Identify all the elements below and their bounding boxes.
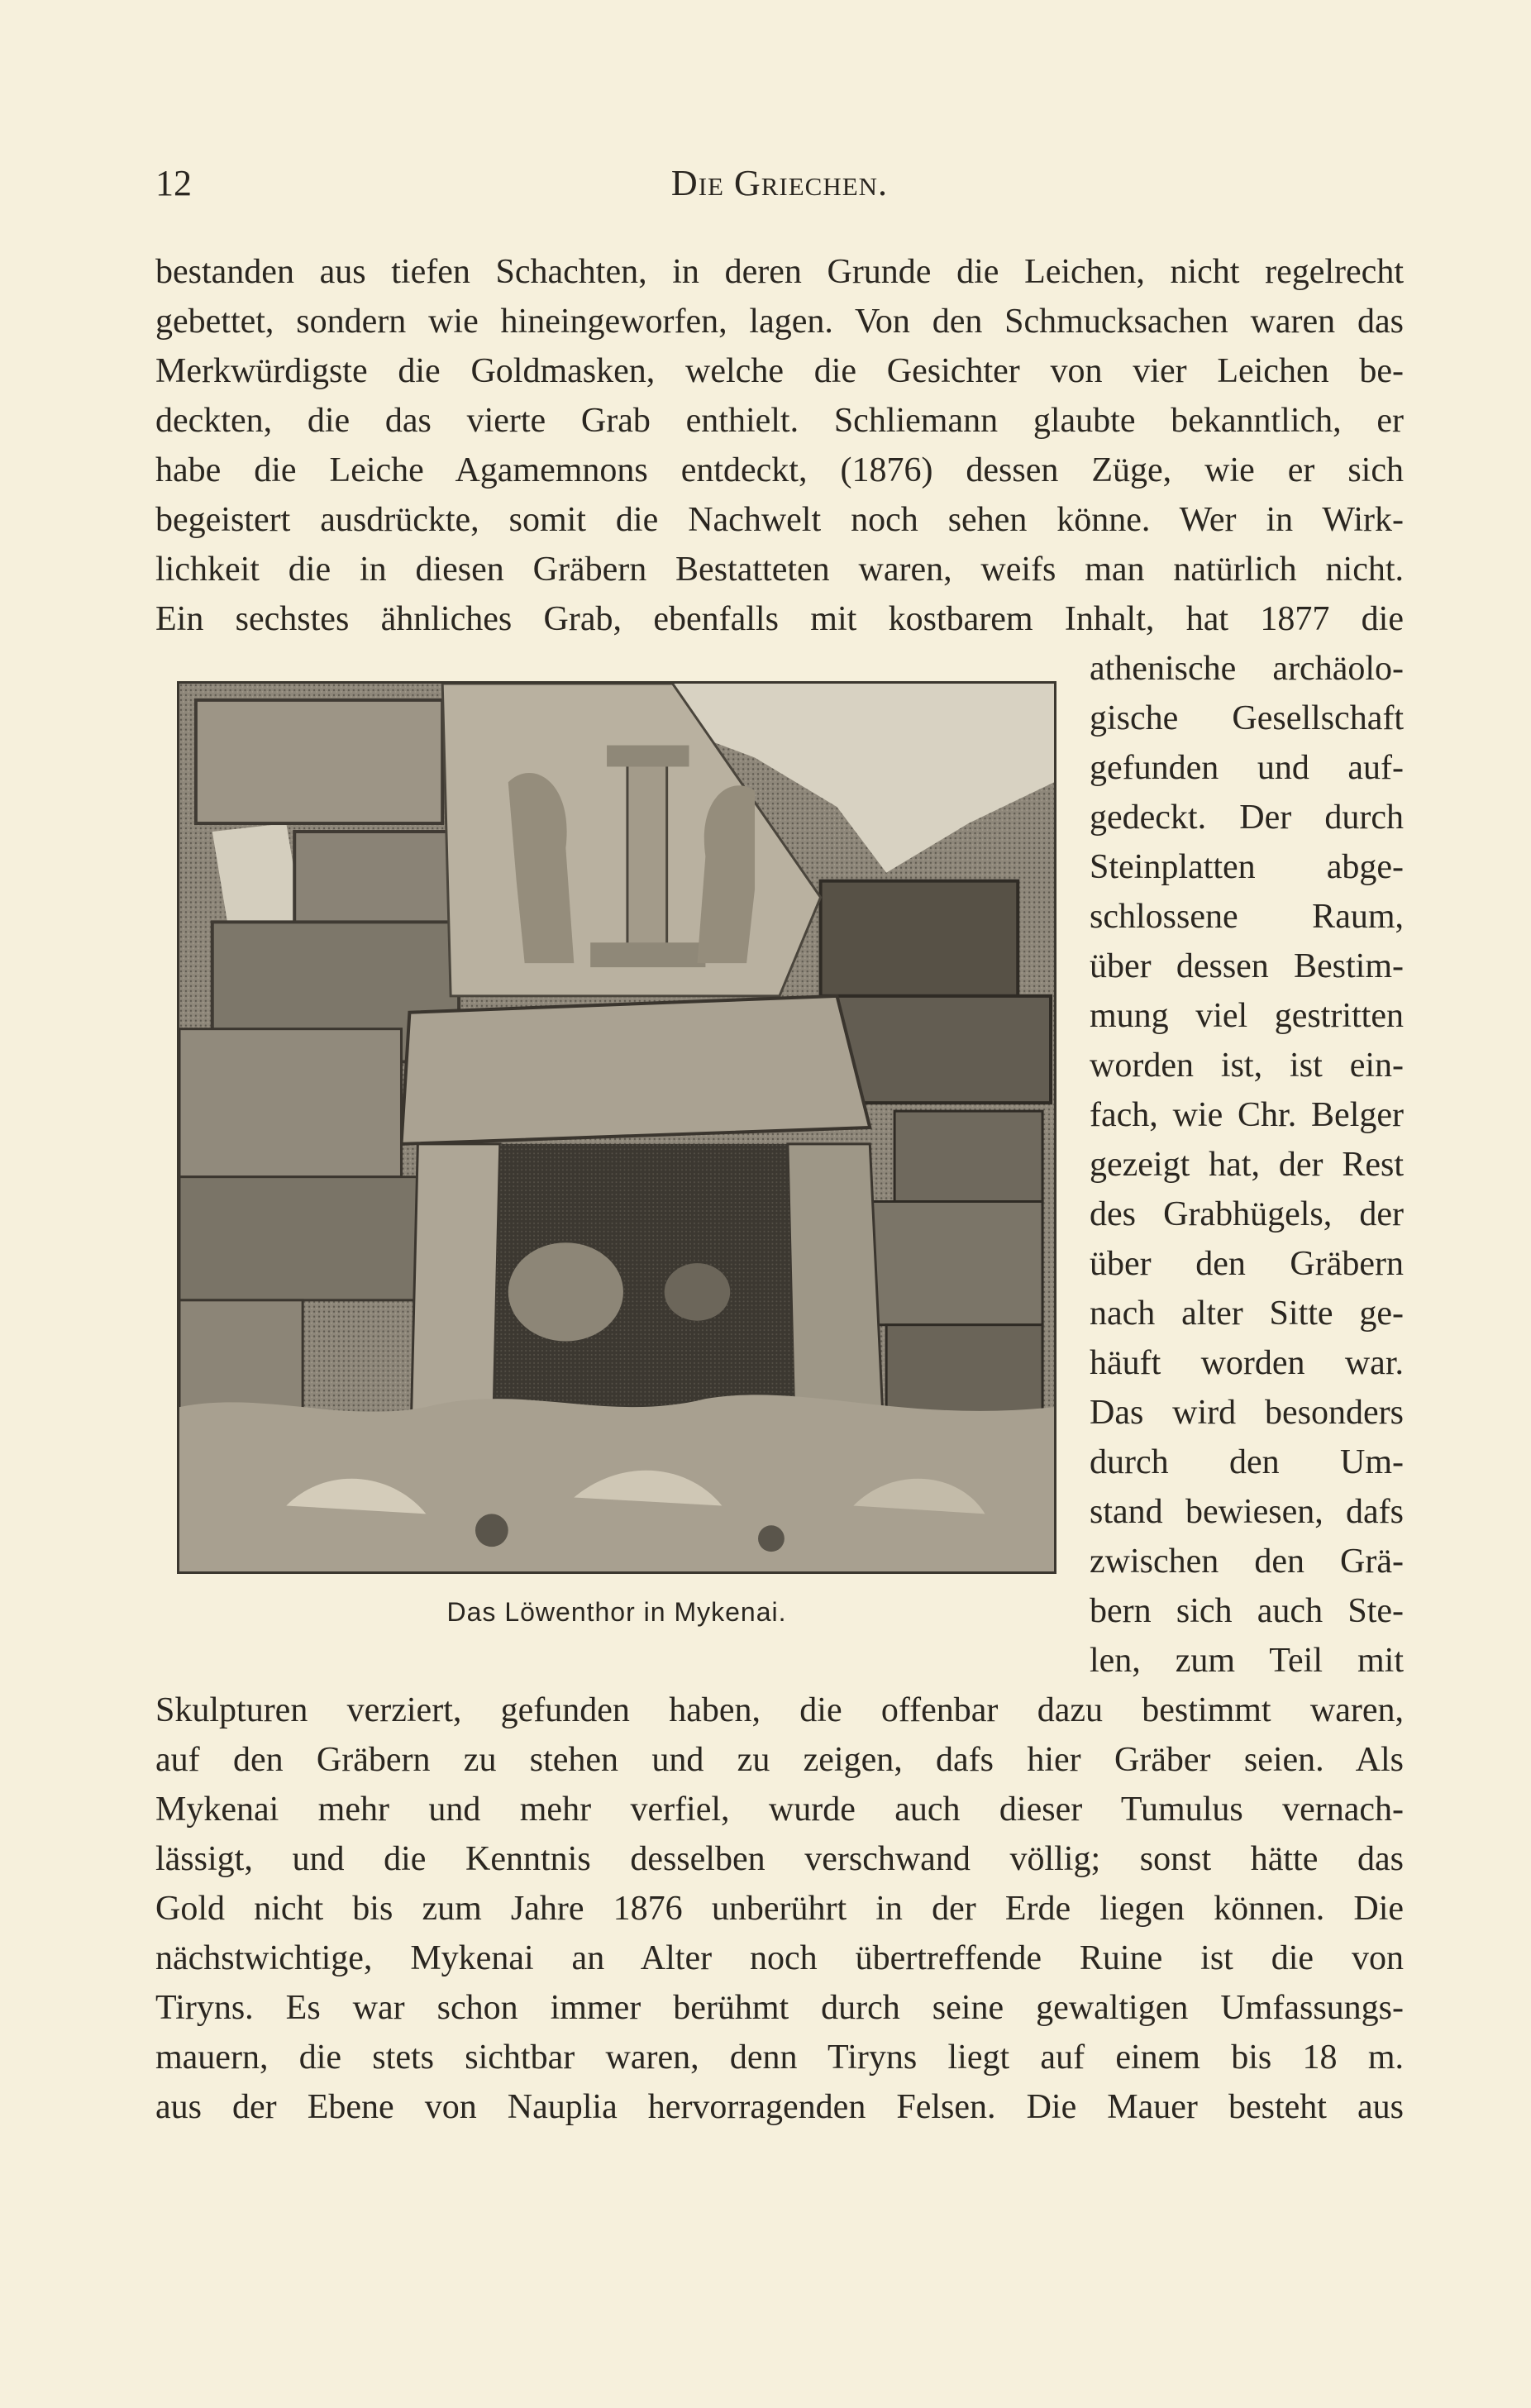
page-number: 12 [155, 163, 192, 203]
body-line: auf den Gräbern zu stehen und zu zeigen, dafs hier Gräber seien. Als [155, 1741, 1404, 1779]
running-head: Die Griechen. [670, 163, 889, 203]
lion-gate-illustration [179, 684, 1054, 1571]
body-line: gische Gesellschaft [1090, 699, 1404, 737]
body-line: gezeigt hat, der Rest [1090, 1146, 1404, 1184]
figure-caption: Das Löwenthor in Mykenai. [446, 1597, 787, 1627]
body-line: Ein sechstes ähnliches Grab, ebenfalls mit kostbarem Inhalt, hat 1877 die [155, 600, 1404, 638]
body-line: häuft worden war. [1090, 1344, 1404, 1382]
body-line: len, zum Teil mit [1090, 1642, 1404, 1680]
body-line: lichkeit die in diesen Gräbern Bestatteten waren, weifs man natürlich nicht. [155, 551, 1404, 589]
body-line: Das wird besonders [1090, 1394, 1404, 1432]
body-line: mauern, die stets sichtbar waren, denn Tiryns liegt auf einem bis 18 m. [155, 2038, 1404, 2077]
body-line: bestanden aus tiefen Schachten, in deren Grunde die Leichen, nicht regelrecht [155, 253, 1404, 291]
body-line: gefunden und auf- [1090, 749, 1404, 787]
body-line: fach, wie Chr. Belger [1090, 1096, 1404, 1134]
body-line: Skulpturen verziert, gefunden haben, die offenbar dazu bestimmt waren, [155, 1691, 1404, 1729]
body-line: stand bewiesen, dafs [1090, 1493, 1404, 1531]
body-line: worden ist, ist ein- [1090, 1047, 1404, 1085]
body-line: schlossene Raum, [1090, 898, 1404, 936]
body-line: des Grabhügels, der [1090, 1195, 1404, 1233]
body-line: über dessen Bestim- [1090, 947, 1404, 985]
body-line: bern sich auch Ste- [1090, 1592, 1404, 1630]
body-line: begeistert ausdrückte, somit die Nachwelt noch sehen könne. Wer in Wirk- [155, 501, 1404, 539]
body-line: zwischen den Grä- [1090, 1543, 1404, 1581]
body-line: nach alter Sitte ge- [1090, 1295, 1404, 1333]
body-line: lässigt, und die Kenntnis desselben verschwand völlig; sonst hätte das [155, 1840, 1404, 1878]
body-line: deckten, die das vierte Grab enthielt. Schliemann glaubte bekanntlich, er [155, 402, 1404, 440]
body-line: Gold nicht bis zum Jahre 1876 unberührt in der Erde liegen können. Die [155, 1890, 1404, 1928]
body-line: gebettet, sondern wie hineingeworfen, lagen. Von den Schmucksachen waren das [155, 303, 1404, 341]
body-line: gedeckt. Der durch [1090, 799, 1404, 837]
body-line: durch den Um- [1090, 1443, 1404, 1481]
body-line: habe die Leiche Agamemnons entdeckt, (1876) dessen Züge, wie er sich [155, 451, 1404, 489]
body-line: Steinplatten abge- [1090, 848, 1404, 886]
page-header [155, 162, 1404, 212]
body-line: über den Gräbern [1090, 1245, 1404, 1283]
body-line: aus der Ebene von Nauplia hervorragenden Felsen. Die Mauer besteht aus [155, 2088, 1404, 2126]
body-line: nächstwichtige, Mykenai an Alter noch übertreffende Ruine ist die von [155, 1939, 1404, 1977]
body-line: Mykenai mehr und mehr verfiel, wurde auch dieser Tumulus vernach- [155, 1791, 1404, 1829]
body-line: mung viel gestritten [1090, 997, 1404, 1035]
body-line: athenische archäolo- [1090, 650, 1404, 688]
body-line: Tiryns. Es war schon immer berühmt durch seine gewaltigen Umfassungs- [155, 1989, 1404, 2027]
body-line: Merkwürdigste die Goldmasken, welche die Gesichter von vier Leichen be- [155, 352, 1404, 390]
figure-lion-gate-photo [177, 681, 1056, 1574]
